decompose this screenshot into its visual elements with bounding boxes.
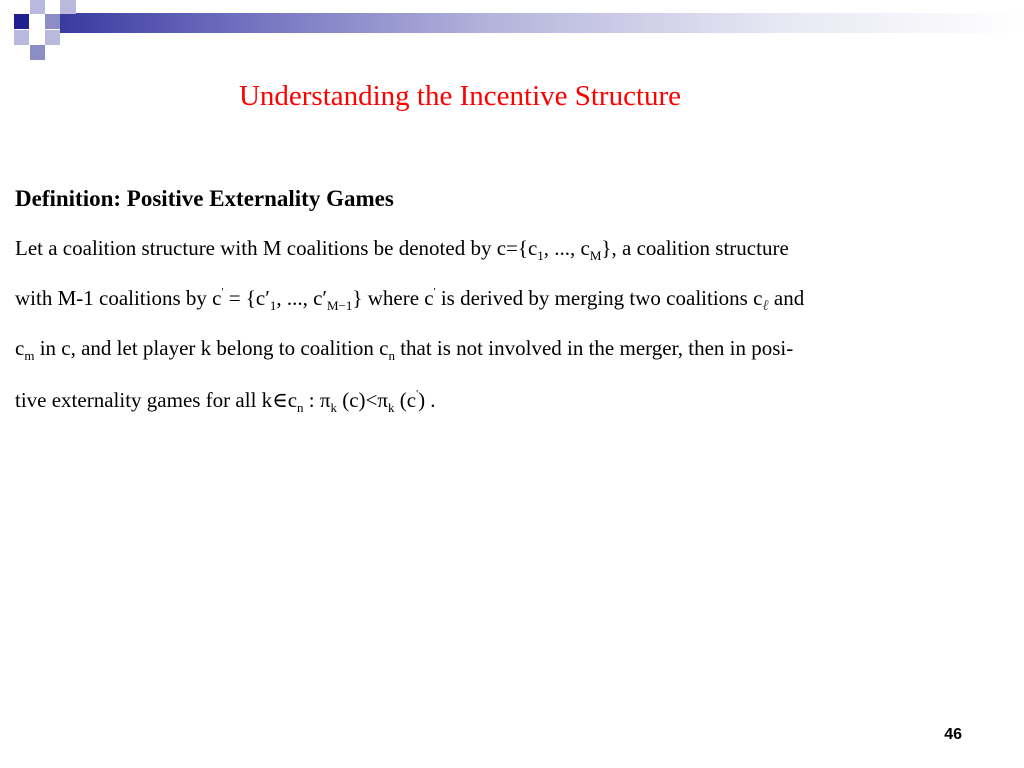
definition-line-2 bbox=[15, 286, 804, 315]
text: that is not involved in the merger, then in posi- bbox=[394, 336, 794, 360]
text: Let a coalition structure with M coalitions be denoted by c={c bbox=[15, 236, 538, 260]
header-square-light bbox=[60, 0, 76, 14]
subscript-ell: ℓ bbox=[762, 298, 769, 314]
math: , ..., c′ bbox=[276, 286, 327, 310]
definition-line-1 bbox=[15, 236, 789, 264]
definition-line-4 bbox=[15, 388, 436, 416]
math-c: c bbox=[15, 336, 25, 360]
math-c: c bbox=[379, 336, 389, 360]
header-square-mid bbox=[45, 14, 60, 29]
prime: ' bbox=[221, 286, 224, 298]
header-square-light bbox=[30, 0, 45, 14]
text: tive externality games for all bbox=[15, 388, 262, 412]
text: with M-1 coalitions by bbox=[15, 286, 213, 310]
header-square-light bbox=[14, 30, 29, 45]
math-c: c bbox=[753, 286, 763, 310]
math: ) . bbox=[418, 388, 436, 412]
subscript: n bbox=[297, 400, 304, 415]
definition-line-3 bbox=[15, 336, 793, 364]
subscript: k bbox=[388, 400, 395, 415]
math: : π bbox=[303, 388, 331, 412]
math-c: c bbox=[212, 286, 222, 310]
math: (c)<π bbox=[336, 388, 388, 412]
prime: ' bbox=[416, 388, 419, 400]
subscript: 1 bbox=[269, 298, 277, 313]
text: where bbox=[362, 286, 425, 310]
slide-title: Understanding the Incentive Structure bbox=[238, 80, 682, 112]
math: (c bbox=[394, 388, 417, 412]
subscript: n bbox=[388, 348, 395, 363]
math: k∈c bbox=[261, 388, 298, 412]
text: and bbox=[768, 286, 805, 310]
subscript: k bbox=[330, 400, 337, 415]
page-number: 46 bbox=[944, 726, 962, 743]
header-gradient-bar bbox=[60, 13, 1024, 33]
subscript: M bbox=[589, 248, 602, 263]
header-square-light bbox=[45, 30, 60, 45]
prime: ' bbox=[433, 286, 436, 298]
definition-heading: Definition: Positive Externality Games bbox=[15, 186, 394, 211]
subscript: M−1 bbox=[326, 298, 353, 313]
text: }, a coalition structure bbox=[601, 236, 789, 260]
text: in c, and let player k belong to coalition bbox=[34, 336, 380, 360]
subscript: m bbox=[24, 348, 35, 363]
math-c: c bbox=[424, 286, 434, 310]
math: = {c′ bbox=[223, 286, 270, 310]
math: } bbox=[352, 286, 363, 310]
header-square-dark bbox=[14, 14, 29, 29]
text: is derived by merging two coalitions bbox=[435, 286, 754, 310]
subscript: 1 bbox=[537, 248, 544, 263]
text: , ..., c bbox=[543, 236, 590, 260]
header-square-mid bbox=[30, 45, 45, 60]
